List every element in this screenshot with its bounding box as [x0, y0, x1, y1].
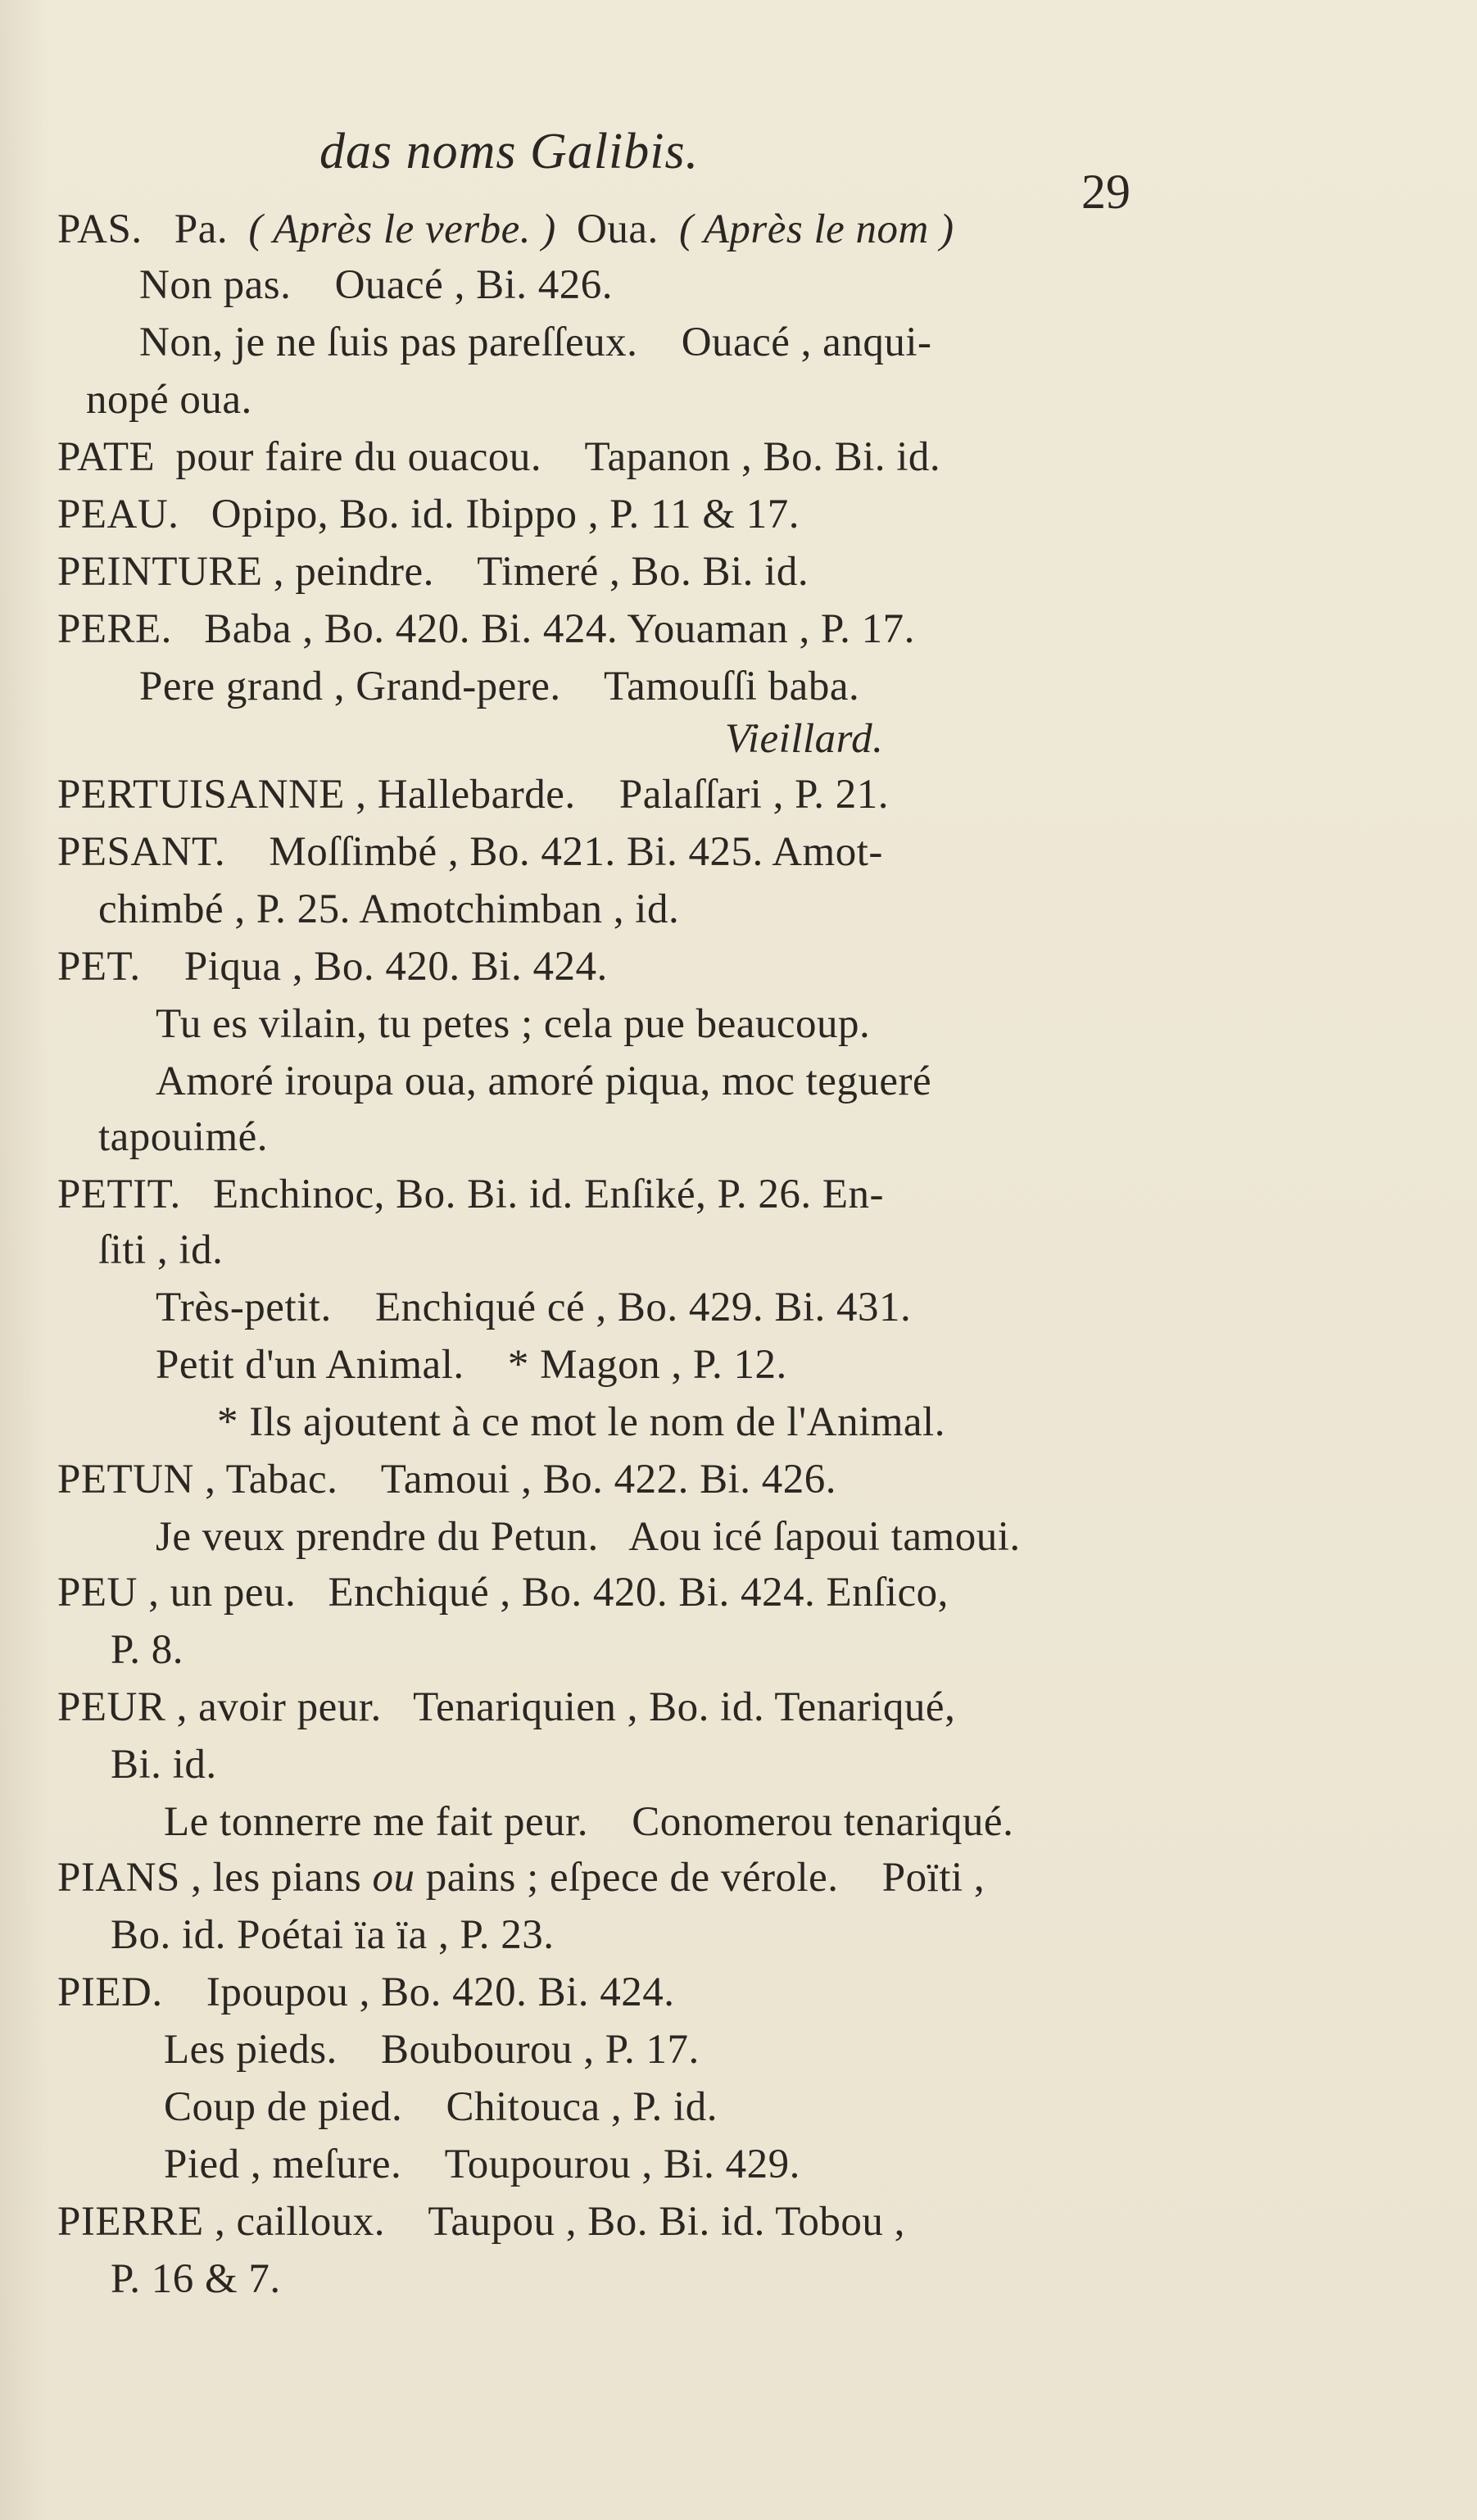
- entry-pere-line-3: Vieillard.: [725, 716, 884, 762]
- entry-pians-line-2: Bo. id. Poétai ïa ïa , P. 23.: [111, 1912, 555, 1958]
- headword: PET.: [57, 944, 141, 990]
- entry-pied-line-1: PIED. Ipoupou , Bo. 420. Bi. 424.: [57, 1969, 675, 2015]
- entry-pet-line-3: Amoré iroupa oua, amoré piqua, moc tegueré: [156, 1058, 932, 1104]
- entry-petit-line-5: * Ils ajoutent à ce mot le nom de l'Animal.: [217, 1399, 945, 1445]
- entry-pas-line-4: nopé oua.: [86, 377, 252, 423]
- entry-pas-line-2: Non pas. Ouacé , Bi. 426.: [139, 262, 614, 308]
- entry-pet-line-4: tapouimé.: [98, 1114, 269, 1160]
- headword: PEAU.: [57, 492, 179, 537]
- headword: PEU: [57, 1570, 138, 1616]
- entry-peu-line-1: PEU , un peu. Enchiqué , Bo. 420. Bi. 424. Enſico,: [57, 1570, 949, 1616]
- entry-pas-line-3: Non, je ne ſuis pas pareſſeux. Ouacé , anqui-: [139, 320, 932, 365]
- entry-pas-line-1: PAS. Pa. ( Après le verbe. ) Oua. ( Après le nom ): [57, 206, 954, 252]
- headword: PIANS: [57, 1855, 180, 1901]
- entry-pertuisanne: PERTUISANNE , Hallebarde. Palaſſari , P. 21.: [57, 772, 890, 818]
- entry-pesant-line-1: PESANT. Moſſimbé , Bo. 421. Bi. 425. Amot-: [57, 829, 883, 875]
- headword: PIED.: [57, 1969, 163, 2015]
- entry-pied-line-2: Les pieds. Boubourou , P. 17.: [164, 2027, 700, 2073]
- headword: PETIT.: [57, 1172, 181, 1217]
- entry-petit-line-3: Très-petit. Enchiqué cé , Bo. 429. Bi. 431.: [156, 1285, 912, 1330]
- entry-petit-line-4: Petit d'un Animal. * Magon , P. 12.: [156, 1342, 787, 1388]
- headword: PETUN: [57, 1457, 194, 1502]
- entry-pet-line-1: PET. Piqua , Bo. 420. Bi. 424.: [57, 944, 608, 990]
- running-header: das noms Galibis.: [319, 124, 700, 179]
- entry-pierre-line-1: PIERRE , cailloux. Taupou , Bo. Bi. id. Tobou ,: [57, 2199, 905, 2245]
- entry-peau: PEAU. Opipo, Bo. id. Ibippo , P. 11 & 17.: [57, 492, 800, 537]
- entry-peur-line-3: Le tonnerre me fait peur. Conomerou tenariqué.: [164, 1799, 1014, 1845]
- headword: PEUR: [57, 1684, 166, 1730]
- entry-pied-line-4: Pied , meſure. Toupourou , Bi. 429.: [164, 2142, 800, 2187]
- headword: PERTUISANNE: [57, 772, 345, 818]
- entry-pesant-line-2: chimbé , P. 25. Amotchimban , id.: [98, 886, 680, 932]
- headword: PESANT.: [57, 829, 226, 875]
- entry-petit-line-2: ſiti , id.: [98, 1227, 224, 1273]
- entry-petun-line-2: Je veux prendre du Petun. Aou icé ſapoui tamoui.: [156, 1514, 1021, 1560]
- page-number: 29: [1081, 165, 1130, 219]
- entry-pate: PATE pour faire du ouacou. Tapanon , Bo. Bi. id.: [57, 434, 941, 480]
- entry-peur-line-1: PEUR , avoir peur. Tenariquien , Bo. id. Tenariqué,: [57, 1684, 956, 1730]
- entry-pians-line-1: PIANS , les pians ou pains ; eſpece de vérole. Poïti ,: [57, 1855, 985, 1901]
- entry-petun-line-1: PETUN , Tabac. Tamoui , Bo. 422. Bi. 426.: [57, 1457, 837, 1502]
- entry-peu-line-2: P. 8.: [111, 1627, 183, 1673]
- entry-peur-line-2: Bi. id.: [111, 1742, 217, 1788]
- entry-pere-line-1: PERE. Baba , Bo. 420. Bi. 424. Youaman , P. 17.: [57, 606, 915, 652]
- entry-peinture: PEINTURE , peindre. Timeré , Bo. Bi. id.: [57, 549, 809, 595]
- entry-pere-line-2: Pere grand , Grand-pere. Tamouſſi baba.: [139, 664, 860, 709]
- entry-pet-line-2: Tu es vilain, tu petes ; cela pue beaucoup.: [156, 1001, 871, 1047]
- headword: PAS.: [57, 206, 143, 252]
- headword: PERE.: [57, 606, 172, 652]
- headword: PATE: [57, 434, 156, 480]
- headword: PIERRE: [57, 2199, 204, 2245]
- entry-pied-line-3: Coup de pied. Chitouca , P. id.: [164, 2084, 718, 2130]
- headword: PEINTURE: [57, 549, 263, 595]
- entry-petit-line-1: PETIT. Enchinoc, Bo. Bi. id. Enſiké, P. 26. En-: [57, 1172, 884, 1217]
- entry-pierre-line-2: P. 16 & 7.: [111, 2256, 281, 2302]
